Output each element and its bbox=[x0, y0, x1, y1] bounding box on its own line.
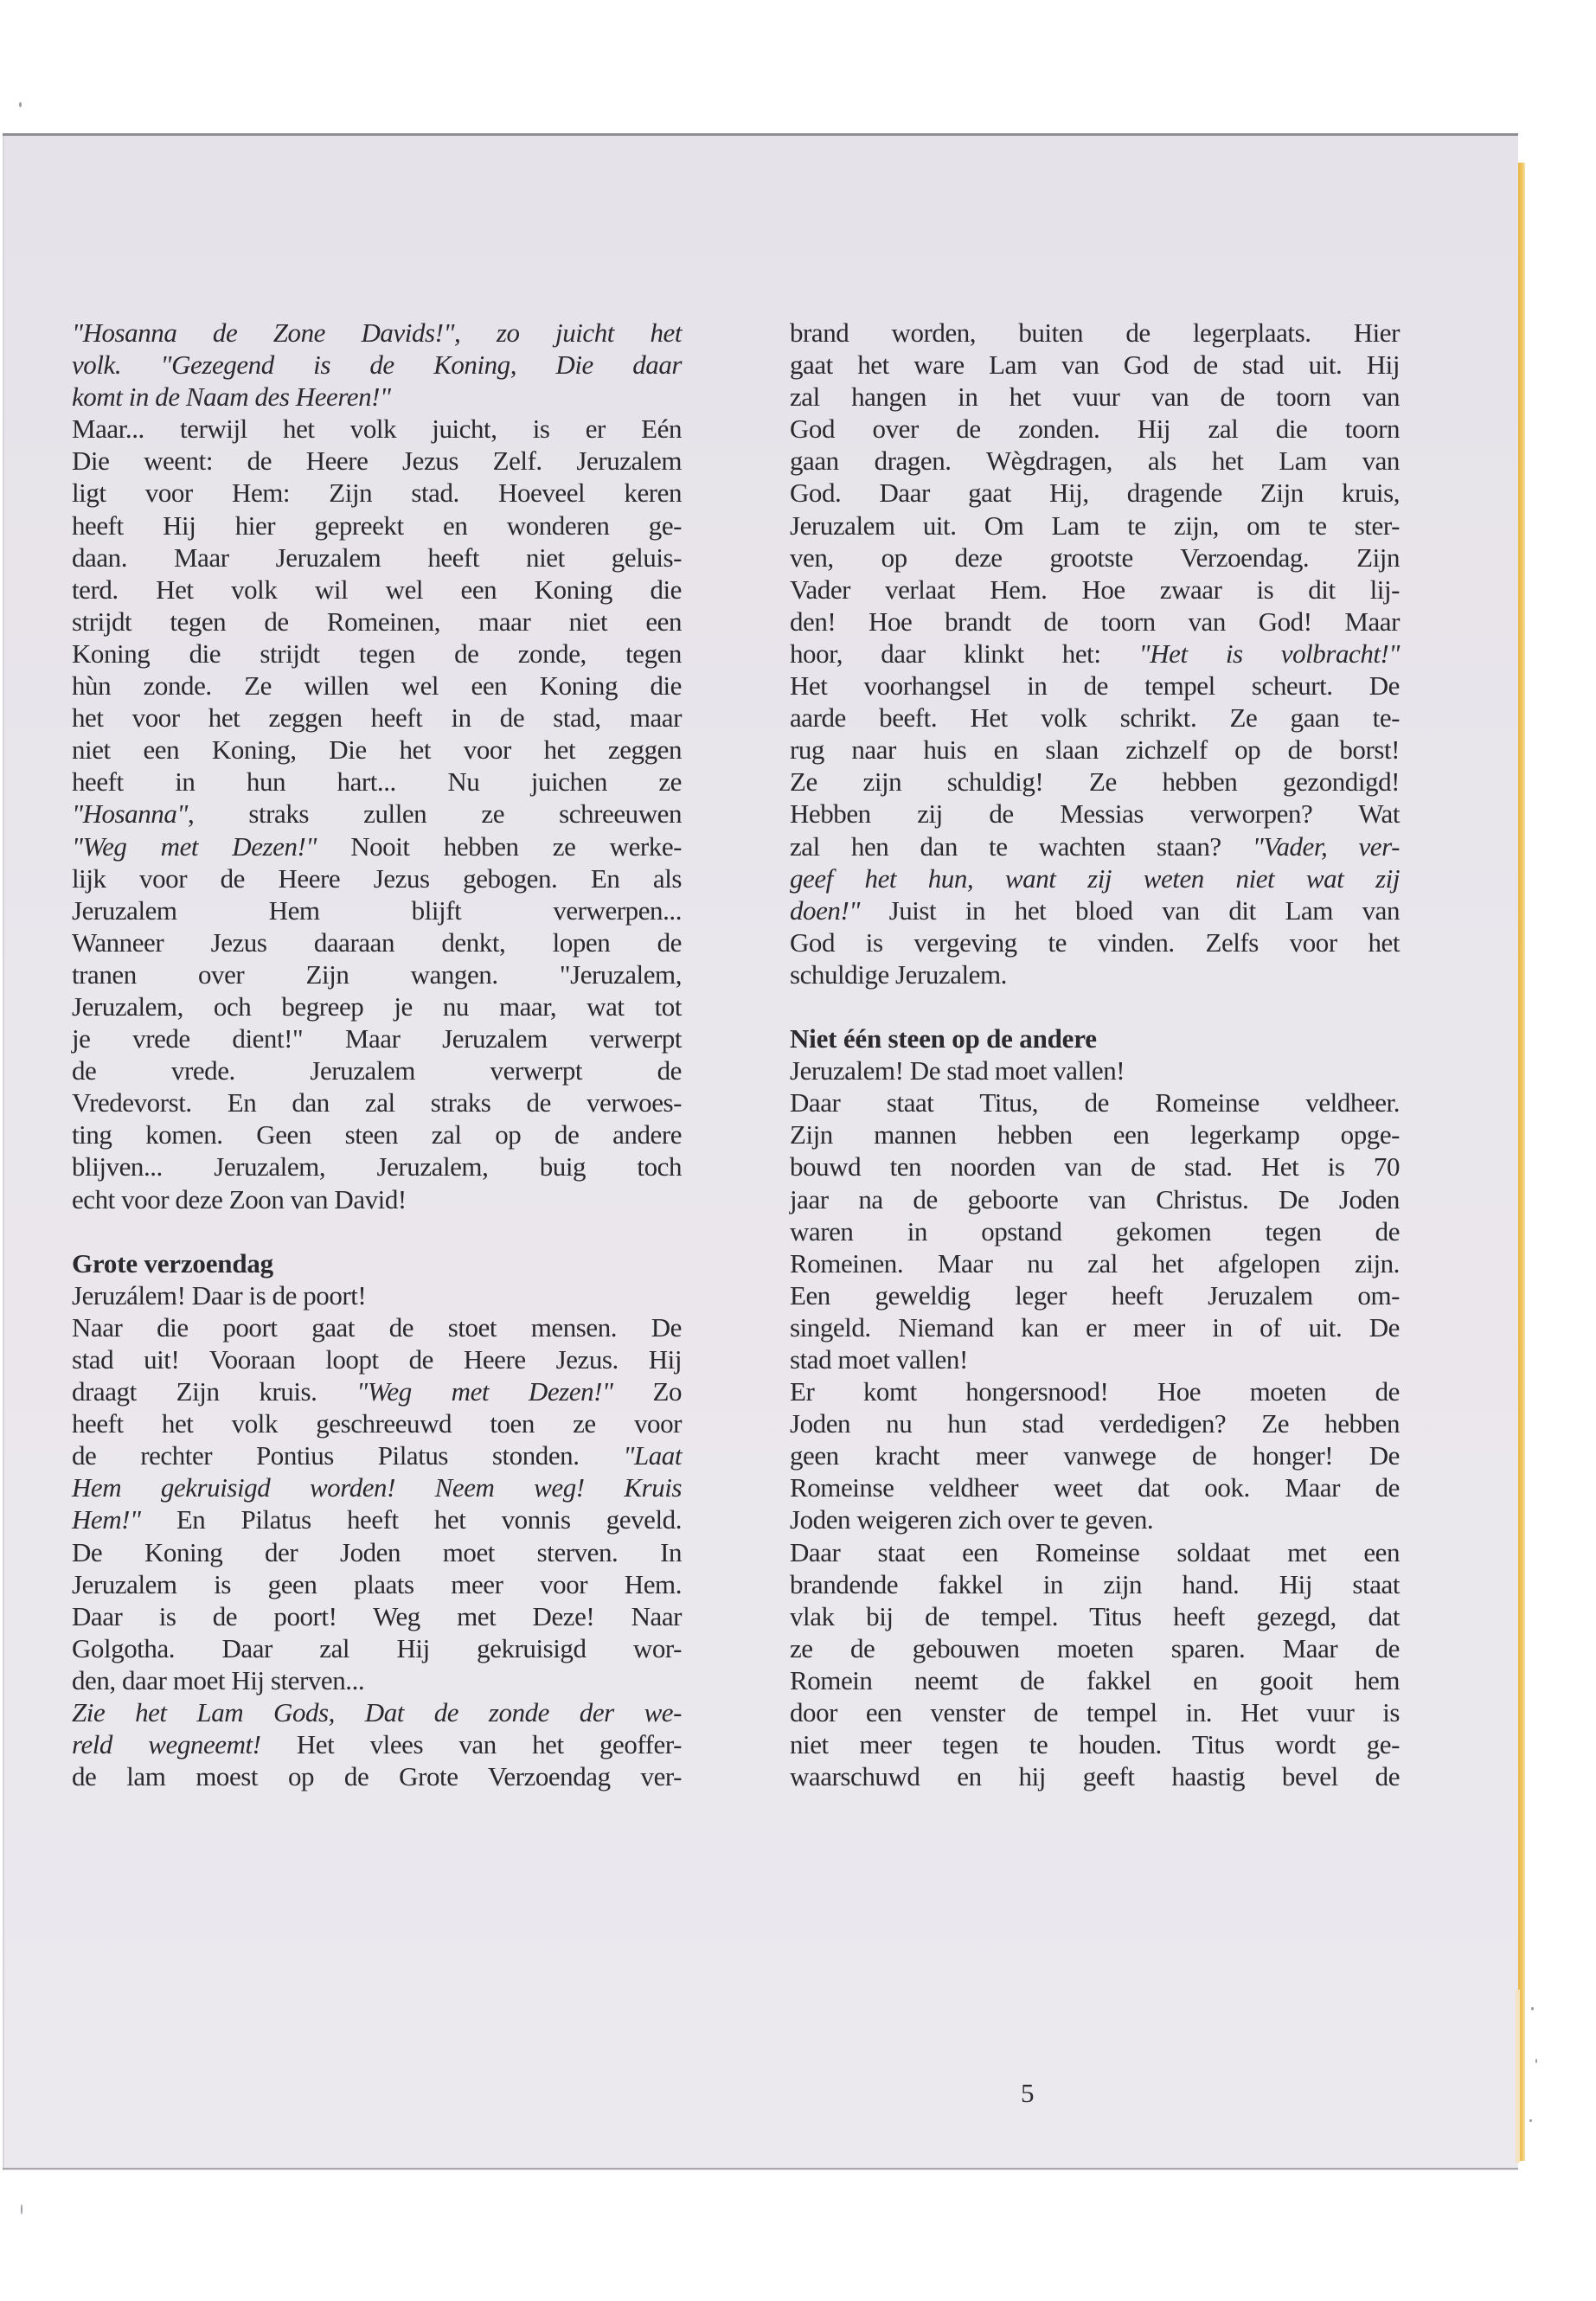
paragraph-gap bbox=[790, 990, 1400, 1022]
text-run: Jeruzalem uit. Om Lam te zijn, om te ster- bbox=[790, 510, 1400, 541]
text-line bbox=[790, 574, 1400, 606]
text-line bbox=[72, 670, 682, 702]
text-line bbox=[790, 1632, 1400, 1664]
text-line bbox=[790, 1600, 1400, 1632]
text-line bbox=[790, 1728, 1400, 1760]
text-line bbox=[72, 445, 682, 477]
text-line bbox=[72, 606, 682, 638]
text-run: waarschuwd en hij geeft haastig bevel de bbox=[790, 1761, 1400, 1792]
text-line bbox=[790, 1183, 1400, 1215]
italic-quote: "Weg met Dezen!" bbox=[356, 1376, 613, 1407]
text-run: Jeruzalem Hem blijft verwerpen... bbox=[72, 894, 682, 926]
text-line bbox=[72, 1568, 682, 1600]
text-run: tranen over Zijn wangen. "Jeruzalem, bbox=[72, 958, 682, 990]
text-run: brand worden, buiten de legerplaats. Hier bbox=[790, 317, 1400, 348]
italic-quote: reld wegneemt! bbox=[72, 1729, 261, 1760]
text-run: Zijn mannen hebben een legerkamp opge- bbox=[790, 1119, 1400, 1150]
text-run: jaar na de geboorte van Christus. De Joden bbox=[790, 1183, 1400, 1215]
text-line bbox=[72, 830, 682, 862]
text-run: singeld. Niemand kan er meer in of uit. De bbox=[790, 1311, 1400, 1343]
italic-quote: "Laat bbox=[623, 1440, 682, 1471]
text-line bbox=[790, 862, 1400, 894]
section-heading bbox=[790, 1022, 1400, 1054]
text-line bbox=[72, 1375, 682, 1407]
text-run: vlak bij de tempel. Titus heeft gezegd, dat bbox=[790, 1600, 1400, 1631]
text-line bbox=[790, 958, 1400, 990]
text-run: echt voor deze Zoon van David! bbox=[72, 1183, 407, 1215]
text-run: de lam moest op de Grote Verzoendag ver- bbox=[72, 1761, 682, 1792]
text-line bbox=[72, 1664, 682, 1696]
text-line bbox=[72, 1086, 682, 1118]
text-line bbox=[72, 1471, 682, 1503]
text-line bbox=[790, 510, 1400, 542]
text-line bbox=[790, 1247, 1400, 1279]
text-run: Vredevorst. En dan zal straks de verwoes- bbox=[72, 1087, 682, 1118]
text-line bbox=[790, 1696, 1400, 1728]
text-line bbox=[72, 894, 682, 926]
text-run: Ze zijn schuldig! Ze hebben gezondigd! bbox=[790, 766, 1400, 798]
text-run: Daar staat een Romeinse soldaat met een bbox=[790, 1536, 1400, 1567]
text-line bbox=[790, 1054, 1400, 1086]
text-line bbox=[72, 1343, 682, 1375]
text-line bbox=[72, 1760, 682, 1792]
text-run: Jeruzalem! De stad moet vallen! bbox=[790, 1055, 1125, 1086]
text-line bbox=[72, 702, 682, 734]
text-line bbox=[72, 926, 682, 958]
text-line bbox=[72, 1311, 682, 1343]
text-line bbox=[790, 1343, 1400, 1375]
text-run: gaan dragen. Wègdragen, als het Lam van bbox=[790, 445, 1400, 477]
text-run: God is vergeving te vinden. Zelfs voor het bbox=[790, 926, 1400, 958]
text-line bbox=[72, 862, 682, 894]
text-line bbox=[790, 606, 1400, 638]
text-line bbox=[790, 798, 1400, 830]
text-line bbox=[790, 381, 1400, 413]
text-line bbox=[790, 1760, 1400, 1792]
text-run: En Pilatus heeft het vonnis geveld. bbox=[140, 1504, 682, 1535]
text-line bbox=[72, 798, 682, 830]
text-line bbox=[72, 1632, 682, 1664]
text-column-left bbox=[72, 317, 682, 1792]
text-run: niet een Koning, Die het voor het zeggen bbox=[72, 734, 682, 766]
text-run: De Koning der Joden moet sterven. In bbox=[72, 1536, 682, 1567]
text-run: ligt voor Hem: Zijn stad. Hoeveel keren bbox=[72, 478, 682, 509]
text-line bbox=[790, 1150, 1400, 1183]
text-run: Die weent: de Heere Jezus Zelf. Jeruzalem bbox=[72, 445, 682, 477]
text-run: Vader verlaat Hem. Hoe zwaar is dit lij- bbox=[790, 574, 1400, 605]
text-run: waren in opstand gekomen tegen de bbox=[790, 1215, 1400, 1247]
text-line bbox=[72, 1118, 682, 1150]
page-number: 5 bbox=[1021, 2078, 1035, 2108]
text-line bbox=[790, 1375, 1400, 1407]
text-line bbox=[790, 1279, 1400, 1311]
text-line bbox=[790, 638, 1400, 670]
text-line bbox=[72, 1407, 682, 1439]
text-line bbox=[72, 1536, 682, 1568]
text-run: aarde beeft. Het volk schrikt. Ze gaan te- bbox=[790, 702, 1400, 734]
text-run: gaat het ware Lam van God de stad uit. Hij bbox=[790, 349, 1400, 381]
text-line bbox=[72, 1503, 682, 1535]
text-run: zal hangen in het vuur van de toorn van bbox=[790, 381, 1400, 413]
text-line bbox=[790, 1568, 1400, 1600]
scan-speck bbox=[1529, 2119, 1532, 2122]
text-line bbox=[790, 477, 1400, 509]
text-run: Romein neemt de fakkel en gooit hem bbox=[790, 1664, 1400, 1695]
scan-speck bbox=[1535, 2059, 1537, 2063]
text-run: ven, op deze grootste Verzoendag. Zijn bbox=[790, 542, 1400, 573]
text-line bbox=[72, 477, 682, 509]
text-line bbox=[790, 1407, 1400, 1439]
text-run: God over de zonden. Hij zal die toorn bbox=[790, 413, 1400, 445]
text-run: niet meer tegen te houden. Titus wordt ge- bbox=[790, 1729, 1400, 1760]
text-line bbox=[790, 1215, 1400, 1247]
text-run: , straks zullen ze schreeuwen bbox=[187, 798, 682, 830]
text-run: het voor het zeggen heeft in de stad, maar bbox=[72, 702, 682, 734]
page-bottom-edge bbox=[3, 2168, 1518, 2170]
text-line bbox=[72, 734, 682, 766]
section-heading bbox=[72, 1247, 682, 1279]
italic-quote: Hem!" bbox=[72, 1504, 141, 1535]
text-run: Niet één steen op de andere bbox=[790, 1023, 1097, 1054]
text-run: Daar staat Titus, de Romeinse veldheer. bbox=[790, 1087, 1400, 1118]
text-run: Daar is de poort! Weg met Deze! Naar bbox=[72, 1600, 682, 1631]
text-run: God. Daar gaat Hij, dragende Zijn kruis, bbox=[790, 478, 1400, 509]
text-run: terd. Het volk wil wel een Koning die bbox=[72, 574, 682, 605]
text-run: de rechter Pontius Pilatus stonden. bbox=[72, 1440, 624, 1471]
text-run: lijk voor de Heere Jezus gebogen. En als bbox=[72, 862, 682, 894]
text-run: stad moet vallen! bbox=[790, 1344, 968, 1375]
text-line bbox=[72, 958, 682, 990]
italic-quote: "Hosanna de Zone Davids!", zo juicht het bbox=[72, 317, 682, 348]
text-run: den, daar moet Hij sterven... bbox=[72, 1664, 365, 1695]
text-run: Romeinse veldheer weet dat ook. Maar de bbox=[790, 1472, 1400, 1503]
italic-quote: doen!" bbox=[790, 894, 860, 926]
page-edge-lower bbox=[1516, 1990, 1520, 2163]
text-run: je vrede dient!" Maar Jeruzalem verwerpt bbox=[72, 1023, 682, 1054]
text-line bbox=[790, 413, 1400, 445]
text-line bbox=[72, 1728, 682, 1760]
text-line bbox=[72, 1054, 682, 1086]
text-line bbox=[72, 542, 682, 574]
text-run: Het vlees van het geoffer- bbox=[260, 1729, 682, 1760]
text-line bbox=[72, 990, 682, 1022]
text-run: Grote verzoendag bbox=[72, 1247, 273, 1279]
text-run: Maar... terwijl het volk juicht, is er Eén bbox=[72, 413, 682, 445]
italic-quote: "Weg met Dezen!" bbox=[72, 830, 317, 862]
text-line bbox=[72, 1150, 682, 1183]
text-run: Jeruzalem, och begreep je nu maar, wat tot bbox=[72, 990, 682, 1022]
italic-quote: "Hosanna" bbox=[72, 798, 188, 830]
text-line bbox=[790, 445, 1400, 477]
text-run: brandende fakkel in zijn hand. Hij staat bbox=[790, 1568, 1400, 1599]
text-line bbox=[790, 734, 1400, 766]
text-line bbox=[72, 317, 682, 349]
text-run: heeft het volk geschreeuwd toen ze voor bbox=[72, 1408, 682, 1439]
text-run: blijven... Jeruzalem, Jeruzalem, buig toch bbox=[72, 1151, 682, 1183]
text-run: daan. Maar Jeruzalem heeft niet geluis- bbox=[72, 542, 682, 573]
text-line bbox=[790, 317, 1400, 349]
italic-quote: komt in de Naam des Heeren!" bbox=[72, 381, 391, 413]
text-run: Zo bbox=[612, 1376, 682, 1407]
text-line bbox=[72, 766, 682, 798]
text-line bbox=[72, 1600, 682, 1632]
text-run: rug naar huis en slaan zichzelf op de borst! bbox=[790, 734, 1400, 766]
text-line bbox=[790, 1311, 1400, 1343]
text-run: bouwd ten noorden van de stad. Het is 70 bbox=[790, 1151, 1400, 1183]
text-line bbox=[790, 926, 1400, 958]
text-run: Koning die strijdt tegen de zonde, tegen bbox=[72, 638, 682, 669]
text-run: Het voorhangsel in de tempel scheurt. De bbox=[790, 670, 1400, 702]
text-run: Wanneer Jezus daaraan denkt, lopen de bbox=[72, 926, 682, 958]
text-run: hoor, daar klinkt het: bbox=[790, 638, 1139, 669]
italic-quote: volk. "Gezegend is de Koning, Die daar bbox=[72, 349, 682, 381]
scan-speck bbox=[19, 102, 22, 107]
text-run: Romeinen. Maar nu zal het afgelopen zijn. bbox=[790, 1247, 1400, 1279]
italic-quote: geef het hun, want zij weten niet wat zij bbox=[790, 862, 1400, 894]
text-run: ting komen. Geen steen zal op de andere bbox=[72, 1119, 682, 1150]
text-run: Jeruzálem! Daar is de poort! bbox=[72, 1279, 367, 1311]
text-line bbox=[790, 1439, 1400, 1471]
text-line bbox=[790, 1503, 1400, 1535]
text-line bbox=[72, 1279, 682, 1311]
text-run: zal hen dan te wachten staan? bbox=[790, 830, 1253, 862]
text-run: schuldige Jeruzalem. bbox=[790, 958, 1007, 990]
text-run: draagt Zijn kruis. bbox=[72, 1376, 357, 1407]
text-line bbox=[72, 1439, 682, 1471]
text-line bbox=[72, 1183, 682, 1215]
text-run: Jeruzalem is geen plaats meer voor Hem. bbox=[72, 1568, 682, 1599]
paragraph-gap bbox=[72, 1215, 682, 1247]
text-run: Golgotha. Daar zal Hij gekruisigd wor- bbox=[72, 1632, 682, 1663]
text-line bbox=[790, 542, 1400, 574]
text-line bbox=[790, 1118, 1400, 1150]
italic-quote: Hem gekruisigd worden! Neem weg! Kruis bbox=[72, 1472, 682, 1503]
page-edge-highlight bbox=[1518, 163, 1525, 2161]
text-run: Nooit hebben ze werke- bbox=[316, 830, 682, 862]
scan-speck bbox=[21, 2204, 22, 2214]
text-line bbox=[790, 349, 1400, 381]
text-line bbox=[790, 766, 1400, 798]
text-run: heeft in hun hart... Nu juichen ze bbox=[72, 766, 682, 798]
italic-quote: Zie het Lam Gods, Dat de zonde der we- bbox=[72, 1697, 682, 1728]
text-run: door een venster de tempel in. Het vuur is bbox=[790, 1697, 1400, 1728]
text-run: den! Hoe brandt de toorn van God! Maar bbox=[790, 606, 1400, 637]
text-line bbox=[790, 1664, 1400, 1696]
text-run: heeft Hij hier gepreekt en wonderen ge- bbox=[72, 510, 682, 541]
text-run: Naar die poort gaat de stoet mensen. De bbox=[72, 1311, 682, 1343]
text-run: Er komt hongersnood! Hoe moeten de bbox=[790, 1376, 1400, 1407]
scan-speck bbox=[1531, 2007, 1534, 2010]
italic-quote: "Vader, ver- bbox=[1252, 830, 1400, 862]
text-line bbox=[790, 830, 1400, 862]
text-run: stad uit! Vooraan loopt de Heere Jezus. Hij bbox=[72, 1344, 682, 1375]
text-line bbox=[72, 381, 682, 413]
text-line bbox=[790, 894, 1400, 926]
text-run: de vrede. Jeruzalem verwerpt de bbox=[72, 1055, 682, 1086]
text-line bbox=[790, 1471, 1400, 1503]
text-line bbox=[790, 1536, 1400, 1568]
text-run: Een geweldig leger heeft Jeruzalem om- bbox=[790, 1279, 1400, 1311]
text-line bbox=[790, 670, 1400, 702]
text-run: Joden weigeren zich over te geven. bbox=[790, 1504, 1154, 1535]
text-run: strijdt tegen de Romeinen, maar niet een bbox=[72, 606, 682, 637]
text-run: geen kracht meer vanwege de honger! De bbox=[790, 1440, 1400, 1471]
text-run: Juist in het bloed van dit Lam van bbox=[859, 894, 1400, 926]
text-line bbox=[72, 510, 682, 542]
text-line bbox=[72, 349, 682, 381]
text-run: Hebben zij de Messias verworpen? Wat bbox=[790, 798, 1400, 830]
text-line bbox=[72, 638, 682, 670]
text-line bbox=[72, 1022, 682, 1054]
text-line bbox=[790, 1086, 1400, 1118]
text-run: ze de gebouwen moeten sparen. Maar de bbox=[790, 1632, 1400, 1663]
text-line bbox=[72, 1696, 682, 1728]
text-line bbox=[72, 413, 682, 445]
text-line bbox=[790, 702, 1400, 734]
italic-quote: "Het is volbracht!" bbox=[1138, 638, 1400, 669]
text-run: Joden nu hun stad verdedigen? Ze hebben bbox=[790, 1408, 1400, 1439]
text-line bbox=[72, 574, 682, 606]
text-run: hùn zonde. Ze willen wel een Koning die bbox=[72, 670, 682, 702]
text-column-right bbox=[790, 317, 1400, 1792]
